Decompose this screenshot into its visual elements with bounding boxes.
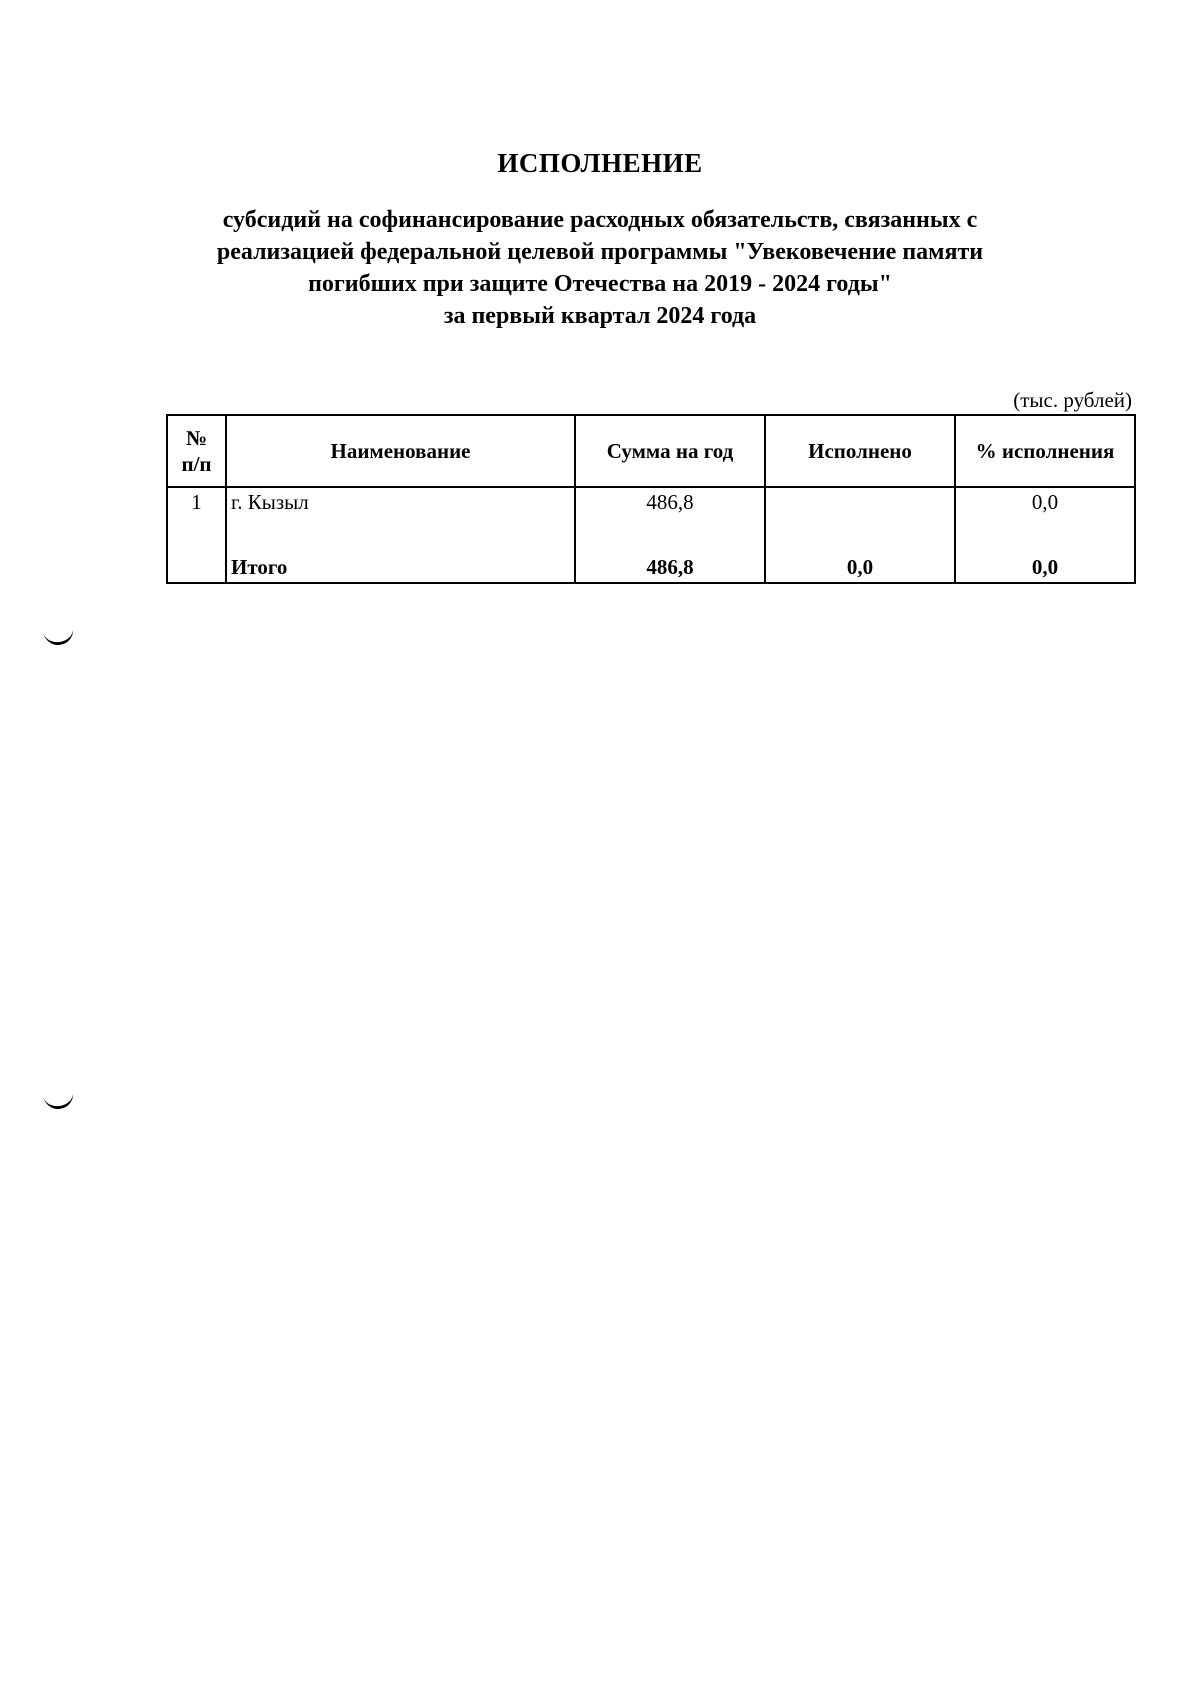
header-name: Наименование — [226, 415, 575, 487]
execution-table — [166, 414, 1136, 584]
total-sum: 486,8 — [575, 546, 765, 583]
document-title: ИСПОЛНЕНИЕ — [497, 148, 703, 178]
table-header-row — [167, 415, 1135, 487]
total-done: 0,0 — [765, 546, 955, 583]
table-row — [167, 487, 1135, 546]
header-percent: % исполнения — [955, 415, 1135, 487]
row-percent: 0,0 — [955, 487, 1135, 546]
total-num — [167, 546, 226, 583]
subtitle-line-3: погибших при защите Отечества на 2019 - 2024 годы" — [308, 271, 892, 297]
header-num: № п/п — [167, 415, 226, 487]
scan-punch-mark-top — [43, 626, 75, 647]
units-label: (тыс. рублей) — [1013, 388, 1132, 412]
scan-punch-mark-bottom — [43, 1090, 75, 1111]
total-name: Итого — [226, 546, 575, 583]
total-percent: 0,0 — [955, 546, 1135, 583]
row-done — [765, 487, 955, 546]
subtitle-line-2: реализацией федеральной целевой программы "Увековечение памяти — [216, 239, 984, 265]
document-subtitle — [150, 204, 1050, 332]
header-sum: Сумма на год — [575, 415, 765, 487]
row-name: г. Кызыл — [226, 487, 575, 546]
subtitle-line-4: за первый квартал 2024 года — [443, 303, 757, 329]
header-done: Исполнено — [765, 415, 955, 487]
total-row — [167, 546, 1135, 583]
row-num: 1 — [167, 487, 226, 546]
row-sum: 486,8 — [575, 487, 765, 546]
subtitle-line-1: субсидий на софинансирование расходных обязательств, связанных с — [222, 207, 978, 233]
